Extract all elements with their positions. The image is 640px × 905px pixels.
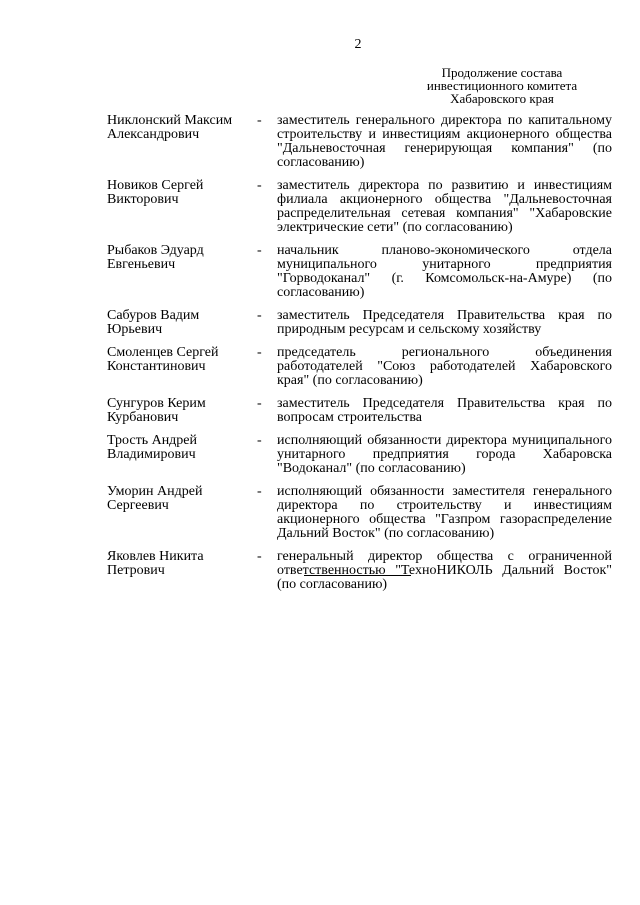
member-role: начальник планово-экономического отдела муниципального унитарного предприятия "Горводоканал" (г. Комсомольск-на-Амуре) (по согласованию) [277,243,612,300]
page-number: 2 [354,37,362,52]
member-row [107,114,612,170]
member-name: Сабуров Вадим Юрьевич [107,308,200,337]
member-role: исполняющий обязанности директора муниципального унитарного предприятия города Хабаровска "Водоканал" (по согласованию) [277,433,612,476]
member-dash: - [257,308,262,323]
member-dash: - [257,549,262,564]
member-row [107,485,612,541]
member-row [107,346,612,388]
member-role: заместитель генерального директора по капитальному строительству и инвестициям акционерного общества "Дальневосточная генерирующая компания" (по согласованию) [277,113,612,170]
member-row [107,244,612,300]
member-list [107,114,612,601]
member-row [107,309,612,337]
continuation-heading [422,66,582,105]
heading-line: инвестиционного комитета [426,78,578,93]
member-name: Смоленцев Сергей Константинович [107,345,219,374]
member-dash: - [257,243,262,258]
member-row [107,179,612,235]
member-row [107,434,612,476]
member-dash: - [257,433,262,448]
member-role: заместитель директора по развитию и инвестициям филиала акционерного общества "Дальневосточная распределительная сетевая компания" "Хабаровские электрические сети" (по согласованию) [277,178,612,235]
member-name: Яковлев Никита Петрович [107,549,204,578]
member-role: заместитель Председателя Правительства края по природным ресурсам и сельскому хозяйству [277,308,612,337]
member-role: исполняющий обязанности заместителя генерального директора по строительству и инвестициям акционерного общества "Газпром газораспределение Дальний Восток" (по согласованию) [277,484,612,541]
end-divider-line [304,575,411,576]
member-row [107,397,612,425]
member-name: Уморин Андрей Сергеевич [107,484,203,513]
member-row [107,550,612,592]
heading-line: Хабаровского края [450,91,554,106]
member-name: Трость Андрей Владимирович [107,433,198,462]
member-dash: - [257,113,262,128]
member-role: заместитель Председателя Правительства края по вопросам строительства [277,396,612,425]
member-name: Новиков Сергей Викторович [107,178,204,207]
heading-line: Продолжение состава [441,65,563,80]
member-dash: - [257,178,262,193]
member-dash: - [257,396,262,411]
member-name: Рыбаков Эдуард Евгеньевич [107,243,204,272]
member-name: Никлонский Максим Александрович [107,113,233,142]
member-name: Сунгуров Керим Курбанович [107,396,206,425]
member-role: генеральный директор общества с ограниченной ответственностью "ТехноНИКОЛЬ Дальний Восток" (по согласованию) [277,549,612,592]
member-dash: - [257,484,262,499]
member-role: председатель регионального объединения работодателей "Союз работодателей Хабаровского края" (по согласованию) [277,345,612,388]
member-dash: - [257,345,262,360]
